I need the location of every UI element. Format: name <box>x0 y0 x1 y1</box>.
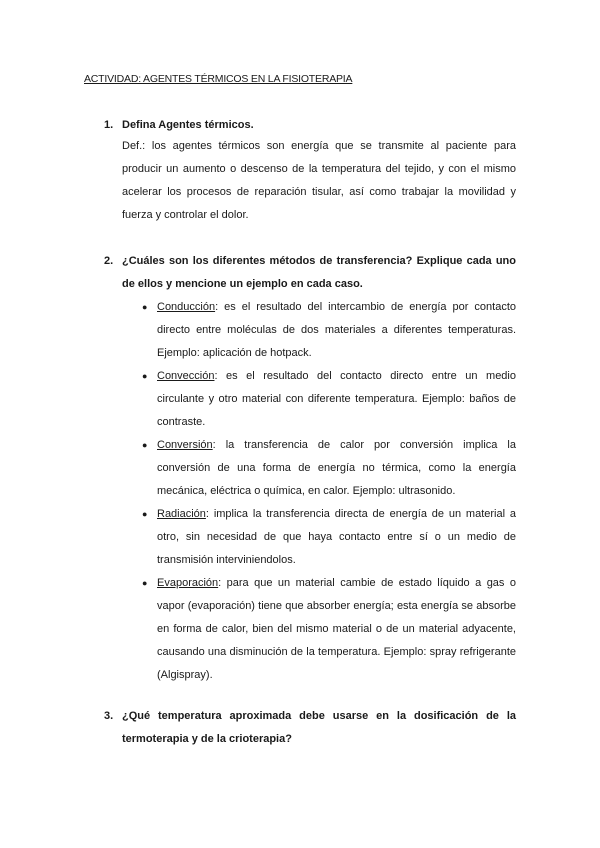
question-3-text: ¿Qué temperatura aproximada debe usarse en la dosificación de la termoterapia y de la crioterapia? <box>122 710 516 745</box>
question-3-number: 3. <box>104 710 114 722</box>
bullet-dot-icon: ● <box>142 302 148 312</box>
document-title: ACTIVIDAD: AGENTES TÉRMICOS EN LA FISIOTERAPIA <box>84 73 353 85</box>
transfer-methods-list <box>140 296 516 687</box>
bullet-conveccion <box>140 365 516 434</box>
bullet-conversion <box>140 434 516 503</box>
bullet-text: : implica la transferencia directa de energía de un material a otro, sin necesidad de que haya contacto entre sí o un medio de transmisión interviniendolos. <box>157 508 516 566</box>
bullet-conduccion <box>140 296 516 365</box>
bullet-term: Radiación <box>157 508 206 520</box>
bullet-text: : la transferencia de calor por conversión implica la conversión de una forma de energía no térmica, como la energía mecánica, eléctrica o química, en calor. Ejemplo: ultrasonido. <box>157 439 516 497</box>
bullet-dot-icon: ● <box>142 440 148 450</box>
question-2 <box>104 250 516 296</box>
bullet-radiacion <box>140 503 516 572</box>
bullet-term: Conversión <box>157 439 213 451</box>
bullet-term: Convección <box>157 370 215 382</box>
bullet-term: Evaporación <box>157 577 219 589</box>
question-1-text: Defina Agentes térmicos. <box>122 119 254 131</box>
question-1-answer: Def.: los agentes térmicos son energía que se transmite al paciente para producir un aumento o descenso de la temperatura del tejido, y con el mismo acelerar los procesos de reparación tisular, así como trabajar la movilidad y fuerza y controlar el dolor. <box>122 140 516 221</box>
question-2-number: 2. <box>104 255 114 267</box>
question-3 <box>104 705 516 751</box>
bullet-evaporacion <box>140 572 516 687</box>
question-1 <box>104 114 516 137</box>
bullet-dot-icon: ● <box>142 509 148 519</box>
bullet-text: : es el resultado del intercambio de energía por contacto directo entre moléculas de dos materiales a diferentes temperaturas. Ejemplo: aplicación de hotpack. <box>157 301 516 359</box>
bullet-text: : para que un material cambie de estado líquido a gas o vapor (evaporación) tiene que absorber energía; esta energía se absorbe en forma de calor, bien del mismo material o de un material adyacente, causando una disminución de la temperatura. Ejemplo: spray refrigerante (Algispray). <box>157 577 516 681</box>
bullet-term: Conducción <box>157 301 216 313</box>
question-2-text: ¿Cuáles son los diferentes métodos de transferencia? Explique cada uno de ellos y mencione un ejemplo en cada caso. <box>122 255 516 290</box>
question-1-number: 1. <box>104 119 114 131</box>
bullet-dot-icon: ● <box>142 578 148 588</box>
bullet-dot-icon: ● <box>142 371 148 381</box>
bullet-text: : es el resultado del contacto directo entre un medio circulante y otro material con diferente temperatura. Ejemplo: baños de contraste. <box>157 370 516 428</box>
